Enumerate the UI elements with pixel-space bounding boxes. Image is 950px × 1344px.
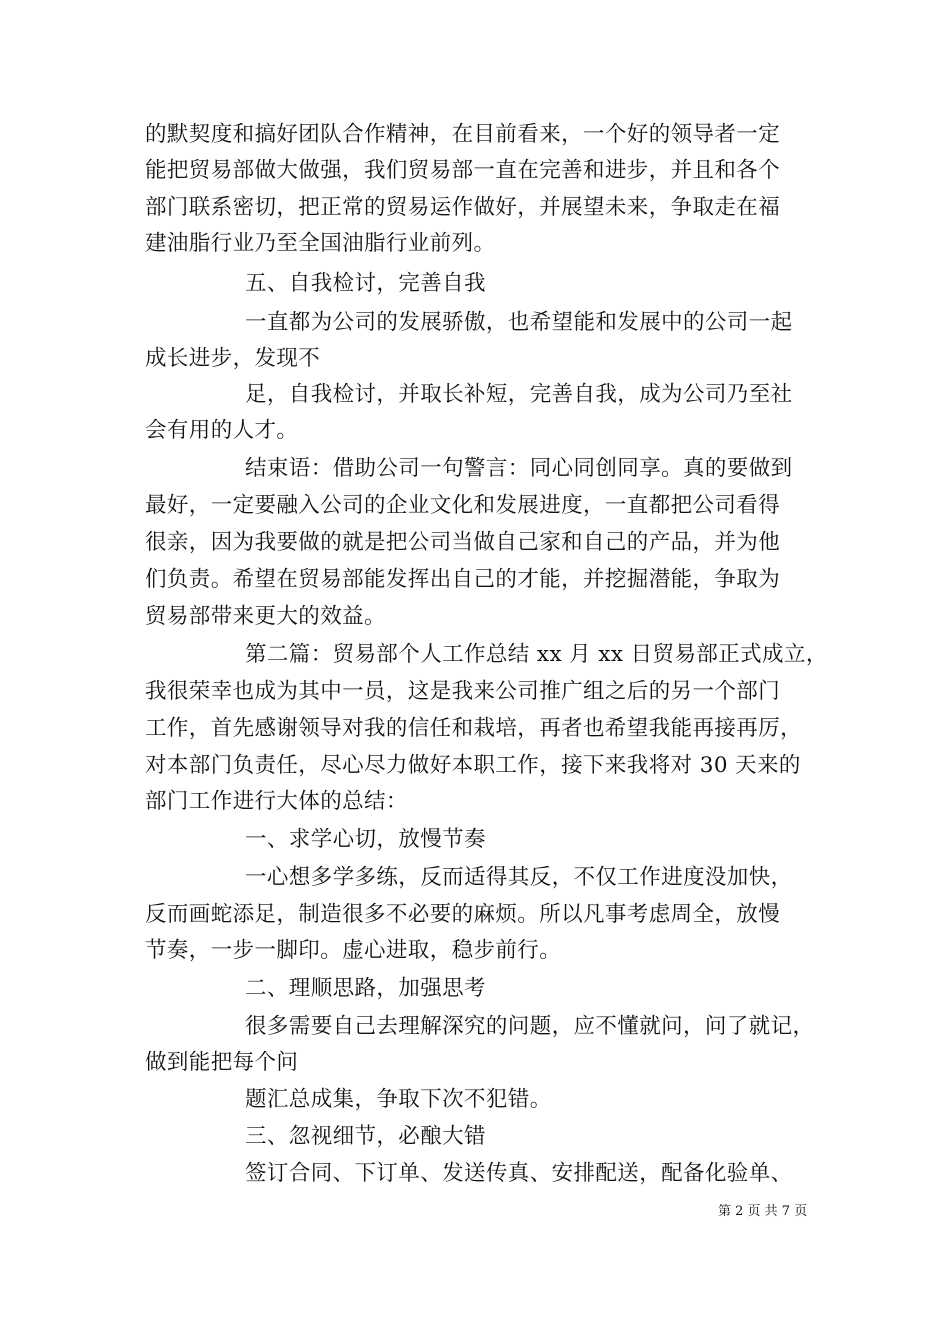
- page-number: 第 2 页 共 7 页: [718, 1204, 808, 1219]
- text-line: 的默契度和搞好团队合作精神，在目前看来，一个好的领导者一定: [145, 122, 781, 147]
- text-line: 很多需要自己去理解深究的问题，应不懂就问，问了就记，: [245, 1014, 815, 1039]
- text-line: 部门工作进行大体的总结：: [145, 789, 408, 814]
- text-line: 成长进步，发现不: [145, 346, 321, 371]
- section-heading: 一、求学心切，放慢节奏: [245, 827, 486, 852]
- text-line: 们负责。希望在贸易部能发挥出自己的才能，并挖掘潜能，争取为: [145, 567, 781, 592]
- text-line: 一直都为公司的发展骄傲，也希望能和发展中的公司一起: [245, 310, 793, 335]
- text-line: 对本部门负责任，尽心尽力做好本职工作，接下来我将对 30 天来的: [145, 753, 801, 778]
- section-heading: 二、理顺思路，加强思考: [245, 976, 486, 1001]
- text-line: 建油脂行业乃至全国油脂行业前列。: [145, 231, 496, 256]
- text-line: 会有用的人才。: [145, 418, 299, 443]
- text-line: 部门联系密切，把正常的贸易运作做好，并展望未来，争取走在福: [145, 195, 781, 220]
- text-line: 我很荣幸也成为其中一员，这是我来公司推广组之后的另一个部门: [145, 679, 781, 704]
- text-line: 节奏，一步一脚印。虚心进取，稳步前行。: [145, 938, 562, 963]
- text-line: 一心想多学多练，反而适得其反，不仅工作进度没加快，: [245, 865, 793, 890]
- text-line: 题汇总成集，争取下次不犯错。: [245, 1087, 552, 1112]
- text-line: 能把贸易部做大做强，我们贸易部一直在完善和进步，并且和各个: [145, 158, 781, 183]
- text-line: 做到能把每个问: [145, 1050, 299, 1075]
- section-heading: 三、忽视细节，必酿大错: [245, 1124, 486, 1149]
- text-line: 最好，一定要融入公司的企业文化和发展进度，一直都把公司看得: [145, 493, 781, 518]
- text-line: 反而画蛇添足，制造很多不必要的麻烦。所以凡事考虑周全，放慢: [145, 902, 781, 927]
- text-line: 结束语：借助公司一句警言：同心同创同享。真的要做到: [245, 456, 793, 481]
- text-line: 工作，首先感谢领导对我的信任和栽培，再者也希望我能再接再厉，: [145, 716, 803, 741]
- text-line: 签订合同、下订单、发送传真、安排配送，配备化验单、: [245, 1161, 793, 1186]
- text-line: 贸易部带来更大的效益。: [145, 604, 386, 629]
- text-line: 第二篇：贸易部个人工作总结 xx 月 xx 日贸易部正式成立，: [245, 642, 828, 667]
- section-heading: 五、自我检讨，完善自我: [245, 271, 486, 296]
- text-line: 足，自我检讨，并取长补短，完善自我，成为公司乃至社: [245, 382, 793, 407]
- text-line: 很亲，因为我要做的就是把公司当做自己家和自己的产品，并为他: [145, 530, 781, 555]
